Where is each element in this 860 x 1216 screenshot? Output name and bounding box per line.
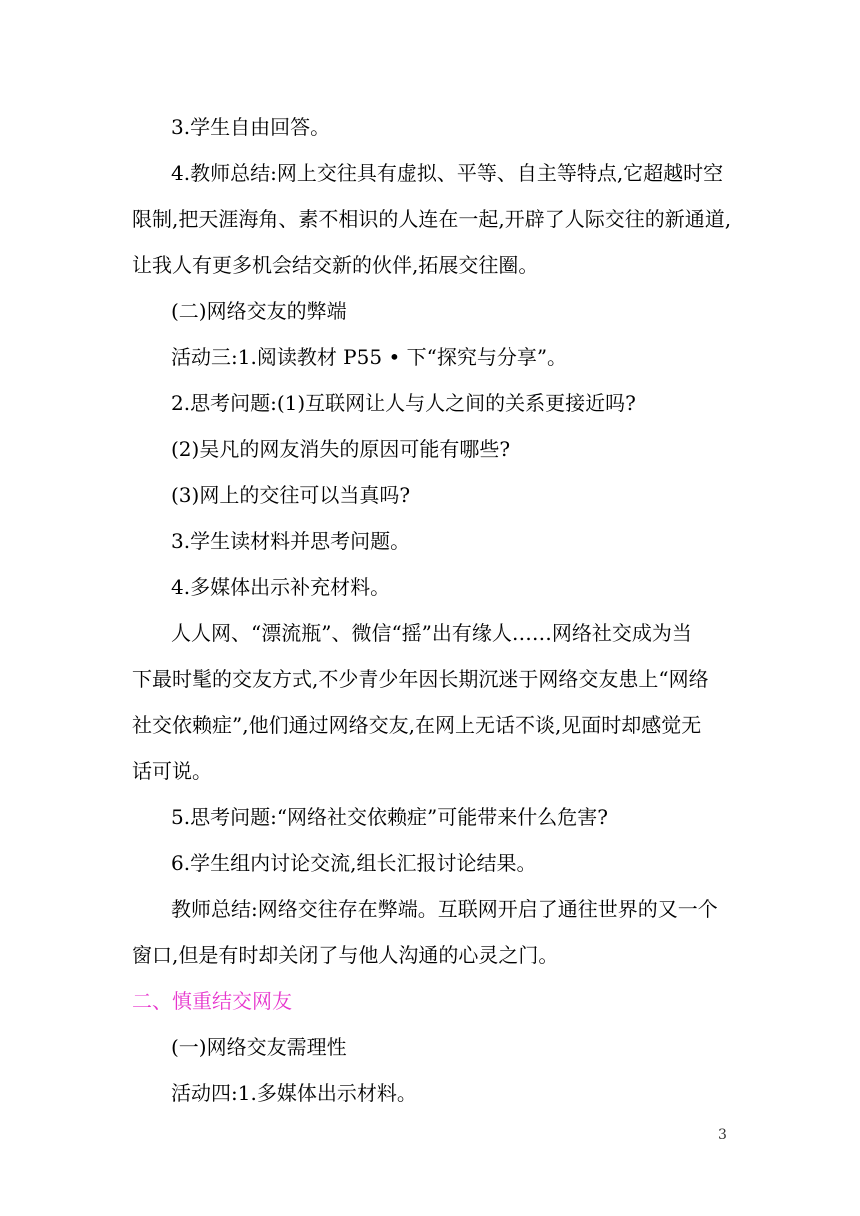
paragraph-line: 下最时髦的交友方式,不少青少年因长期沉迷于网络交友患上“网络 xyxy=(132,667,709,691)
page-number: 3 xyxy=(718,1127,727,1143)
paragraph-line: 4.教师总结:网上交往具有虚拟、平等、自主等特点,它超越时空 xyxy=(171,161,724,185)
paragraph-line: 窗口,但是有时却关闭了与他人沟通的心灵之门。 xyxy=(132,943,559,967)
section-subheading: (二)网络交友的弊端 xyxy=(171,299,347,323)
section-subheading: (一)网络交友需理性 xyxy=(171,1035,347,1059)
paragraph-line: 教师总结:网络交往存在弊端。互联网开启了通往世界的又一个 xyxy=(171,897,718,921)
paragraph-line: 人人网、“漂流瓶”、微信“摇”出有缘人……网络社交成为当 xyxy=(171,621,692,645)
paragraph-line: 社交依赖症”,他们通过网络交友,在网上无话不谈,见面时却感觉无 xyxy=(132,713,702,737)
paragraph-line: 限制,把天涯海角、素不相识的人连在一起,开辟了人际交往的新通道, xyxy=(132,207,732,231)
paragraph-line: 活动三:1.阅读教材 P55 • 下“探究与分享”。 xyxy=(171,345,568,369)
paragraph-line: 让我人有更多机会结交新的伙伴,拓展交往圈。 xyxy=(132,253,539,277)
paragraph-line: 话可说。 xyxy=(132,759,212,783)
paragraph-line: 5.思考问题:“网络社交依赖症”可能带来什么危害? xyxy=(171,805,608,829)
paragraph-line: 3.学生自由回答。 xyxy=(171,115,331,139)
paragraph-line: 3.学生读材料并思考问题。 xyxy=(171,529,411,553)
paragraph-line: 2.思考问题:(1)互联网让人与人之间的关系更接近吗? xyxy=(171,391,636,415)
paragraph-line: 6.学生组内讨论交流,组长汇报讨论结果。 xyxy=(171,851,537,875)
paragraph-line: 4.多媒体出示补充材料。 xyxy=(171,575,391,599)
paragraph-line: (3)网上的交往可以当真吗? xyxy=(171,483,411,507)
paragraph-line: (2)吴凡的网友消失的原因可能有哪些? xyxy=(171,437,511,461)
paragraph-line: 活动四:1.多媒体出示材料。 xyxy=(171,1081,417,1105)
section-heading: 二、慎重结交网友 xyxy=(132,989,292,1013)
